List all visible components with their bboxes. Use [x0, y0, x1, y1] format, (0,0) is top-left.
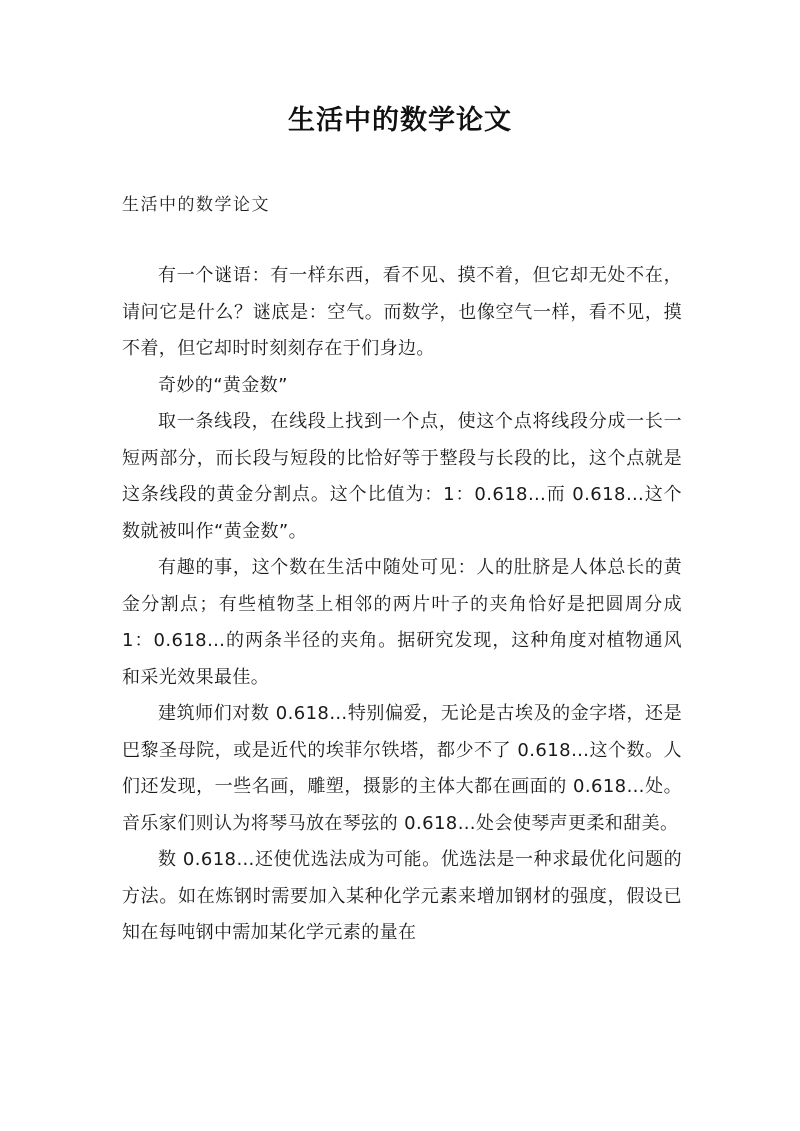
paragraph-life-examples: 有趣的事，这个数在生活中随处可见：人的肚脐是人体总长的黄金分割点；有些植物茎上相邻的两片叶子的夹角恰好是把圆周分成 1：0.618…的两条半径的夹角。据研究发现，这种角度对植物通风和采光效果最佳。 — [122, 557, 682, 688]
paragraph-architecture: 建筑师们对数 0.618…特别偏爱，无论是古埃及的金字塔，还是巴黎圣母院，或是近代的埃菲尔铁塔，都少不了 0.618…这个数。人们还发现，一些名画，雕塑，摄影的主体大都在画面的 0.618…处。音乐家们则认为将琴马放在琴弦的 0.618…处会使琴声更柔和甜美。 — [122, 703, 682, 834]
paragraph-riddle: 有一个谜语：有一样东西，看不见、摸不着，但它却无处不在，请问它是什么？谜底是：空气。而数学，也像空气一样，看不见，摸不着，但它却时时刻刻存在于们身边。 — [122, 265, 682, 359]
document-title: 生活中的数学论文 — [288, 105, 512, 136]
document-body — [122, 258, 682, 952]
paragraph-optimization: 数 0.618…还使优选法成为可能。优选法是一种求最优化问题的方法。如在炼钢时需要加入某种化学元素来增加钢材的强度，假设已知在每吨钢中需加某化学元素的量在 — [122, 849, 682, 943]
document-subtitle: 生活中的数学论文 — [122, 195, 270, 215]
paragraph-heading-golden-number: 奇妙的“黄金数” — [158, 374, 288, 396]
paragraph-golden-section: 取一条线段，在线段上找到一个点，使这个点将线段分成一长一短两部分，而长段与短段的比恰好等于整段与长段的比，这个点就是这条线段的黄金分割点。这个比值为：1：0.618…而 0.618…这个数就被叫作“黄金数”。 — [122, 411, 682, 542]
